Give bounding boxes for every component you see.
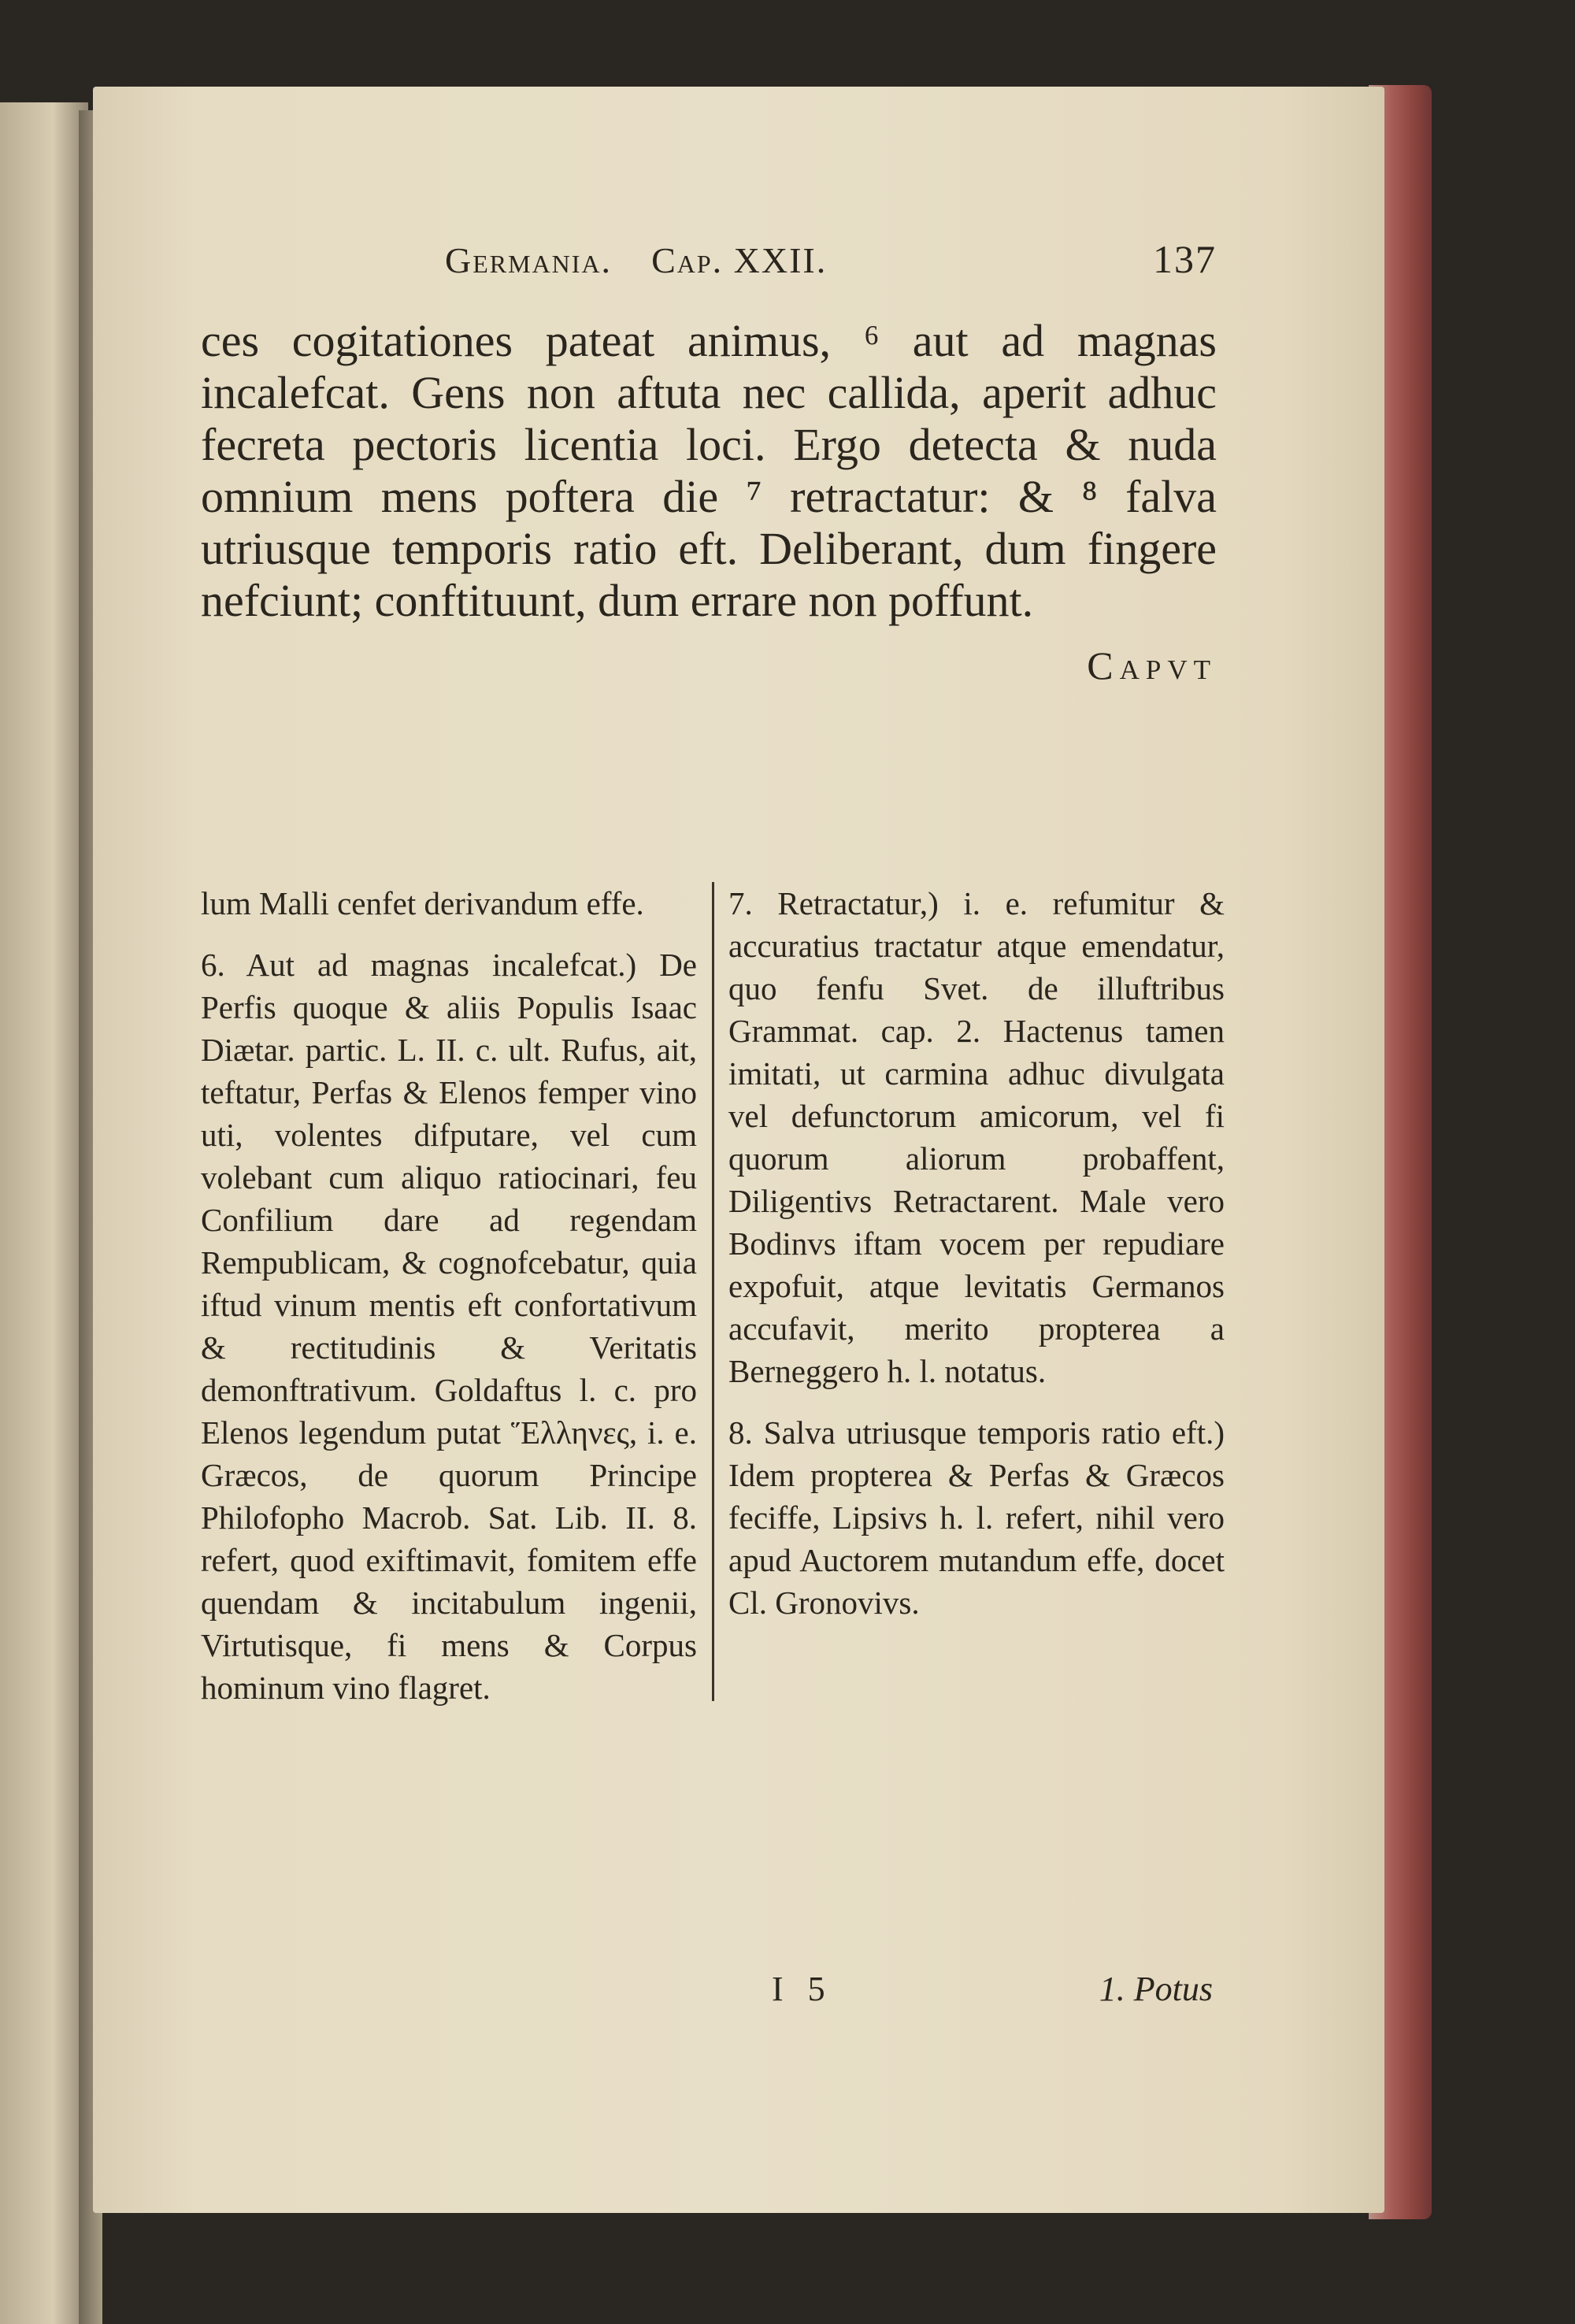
catchword-caput: Capvt: [1087, 643, 1217, 688]
note-right-1: 7. Retractatur,) i. e. refumitur & accuratius tractatur atque emendatur, quo fenfu Svet. de illuftribus Grammat. cap. 2. Hactenus tamen imitati, ut carmina adhuc divulgata vel defunctorum amicorum, vel fi quorum aliorum probaffent, Diligentivs Retractarent. Male vero Bodinvs iftam vocem per repudiare expofuit, atque levitatis Germanos accufavit, merito propterea a Berneggero h. l. notatus.: [728, 885, 1225, 1389]
page-number: 137: [1153, 237, 1217, 281]
notes-left-column: [201, 882, 697, 1728]
note-left-1: lum Malli cenfet derivandum effe.: [201, 885, 644, 921]
footnotes: [201, 882, 1225, 1728]
page-footer: [772, 1969, 1213, 2009]
notes-right-column: [728, 882, 1225, 1728]
note-right-2: 8. Salva utriusque temporis ratio eft.) Idem propterea & Perfas & Græcos feciffe, Lipsivs h. l. refert, nihil vero apud Auctorem mutandum effe, docet Cl. Gronovivs.: [728, 1414, 1225, 1621]
facing-page-edge: [0, 102, 88, 2324]
note-left-2: 6. Aut ad magnas incalefcat.) De Perfis quoque & aliis Populis Isaac Diætar. partic. L. II. c. ult. Rufus, ait, teftatur, Perfas & Elenos femper vino uti, volentes difputare, vel cum volebant cum aliquo ratiocinari, feu Confilium dare ad regendam Rempublicam, & cognofcebatur, quia iftud vinum mentis eft confortativum & rectitudinis & Veritatis demonftrativum. Goldaftus l. c. pro Elenos legendum putat Ἕλληνες, i. e. Græcos, de quorum Principe Philofopho Macrob. Sat. Lib. II. 8. refert, quod exiftimavit, fomitem effe quendam & incitabulum ingenii, Virtutisque, fi mens & Corpus hominum vino flagret.: [201, 947, 697, 1706]
page-content: [201, 236, 1217, 688]
running-title: Germania.: [445, 240, 613, 280]
main-text: [201, 315, 1217, 627]
chapter-label: Cap. XXII.: [651, 240, 828, 280]
column-divider: [712, 882, 714, 1701]
footer-catchword: 1. Potus: [1099, 1970, 1213, 2008]
main-paragraph: ces cogitationes pateat animus, ⁶ aut ad magnas incalefcat. Gens non aftuta nec callida, aperit adhuc fecreta pectoris licentia loci. Ergo detecta & nuda omnium mens poftera die ⁷ retractatur: & ⁸ falva utriusque temporis ratio eft. Deliberant, dum fingere nefciunt; conftituunt, dum errare non poffunt.: [201, 315, 1217, 626]
signature-mark: I 5: [772, 1970, 833, 2008]
running-header: [201, 236, 1217, 299]
